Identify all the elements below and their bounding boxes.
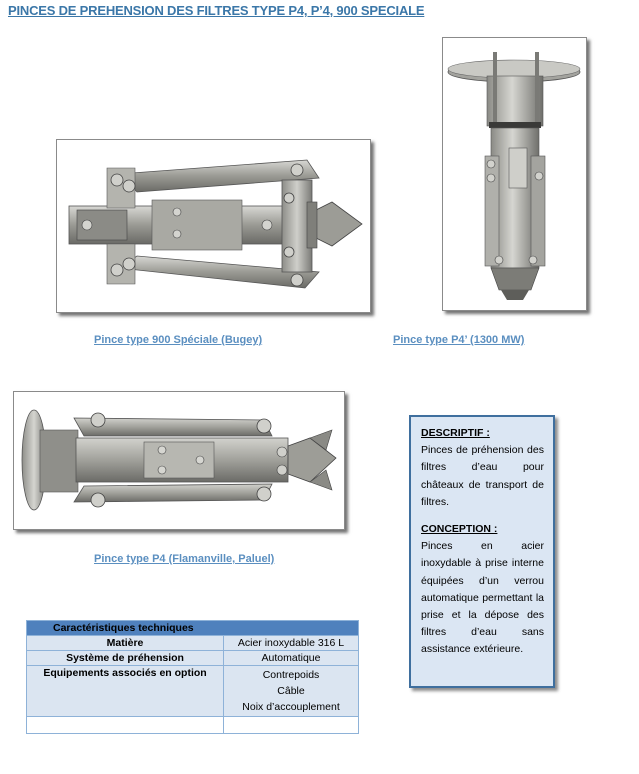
spec-value: Contrepoids [262,669,320,681]
empty-cell [27,717,224,734]
spec-value: Automatique [224,651,359,666]
photo-pince-p4-prime [442,37,587,311]
empty-cell [224,717,359,734]
specs-header-row [27,621,359,636]
conception-heading: CONCEPTION : [421,523,498,536]
caption-pince-p4[interactable]: Pince type P4 (Flamanville, Paluel) [94,553,275,565]
photo-pince-p4 [13,391,345,530]
page-title: PINCES DE PREHENSION DES FILTRES TYPE P4, P’4, 900 SPECIALE [8,3,425,18]
descriptif-text: Pinces de préhension des filtres d’eau pour châteaux de transport de filtres. [421,444,544,508]
specs-table [26,620,359,734]
gripper-900-image [57,140,370,312]
caption-pince-p4-prime[interactable]: Pince type P4’ (1300 MW) [393,334,525,346]
table-row [27,636,359,651]
gripper-p4-image [14,392,344,529]
spec-value: Noix d’accouplement [242,701,340,713]
table-row [27,666,359,717]
descriptif-heading: DESCRIPTIF : [421,427,490,439]
spec-value: Acier inoxydable 316 L [224,636,359,651]
spec-value-list [224,666,359,717]
photo-pince-900-speciale [56,139,371,313]
spec-value: Câble [277,685,305,697]
specs-header: Caractéristiques techniques [27,621,359,636]
conception-text: Pinces en acier inoxydable à prise interne équipées d’un verrou automatique permettant la prise et la dépose des filtres d’eau sans assistance extérieure. [421,540,544,656]
table-row-empty [27,717,359,734]
spec-label: Système de préhension [27,651,224,666]
gripper-p4-prime-image [443,38,586,310]
spec-label: Equipements associés en option [27,666,224,717]
table-row [27,651,359,666]
description-box [409,415,555,688]
caption-pince-900[interactable]: Pince type 900 Spéciale (Bugey) [94,334,263,346]
spec-label: Matière [27,636,224,651]
